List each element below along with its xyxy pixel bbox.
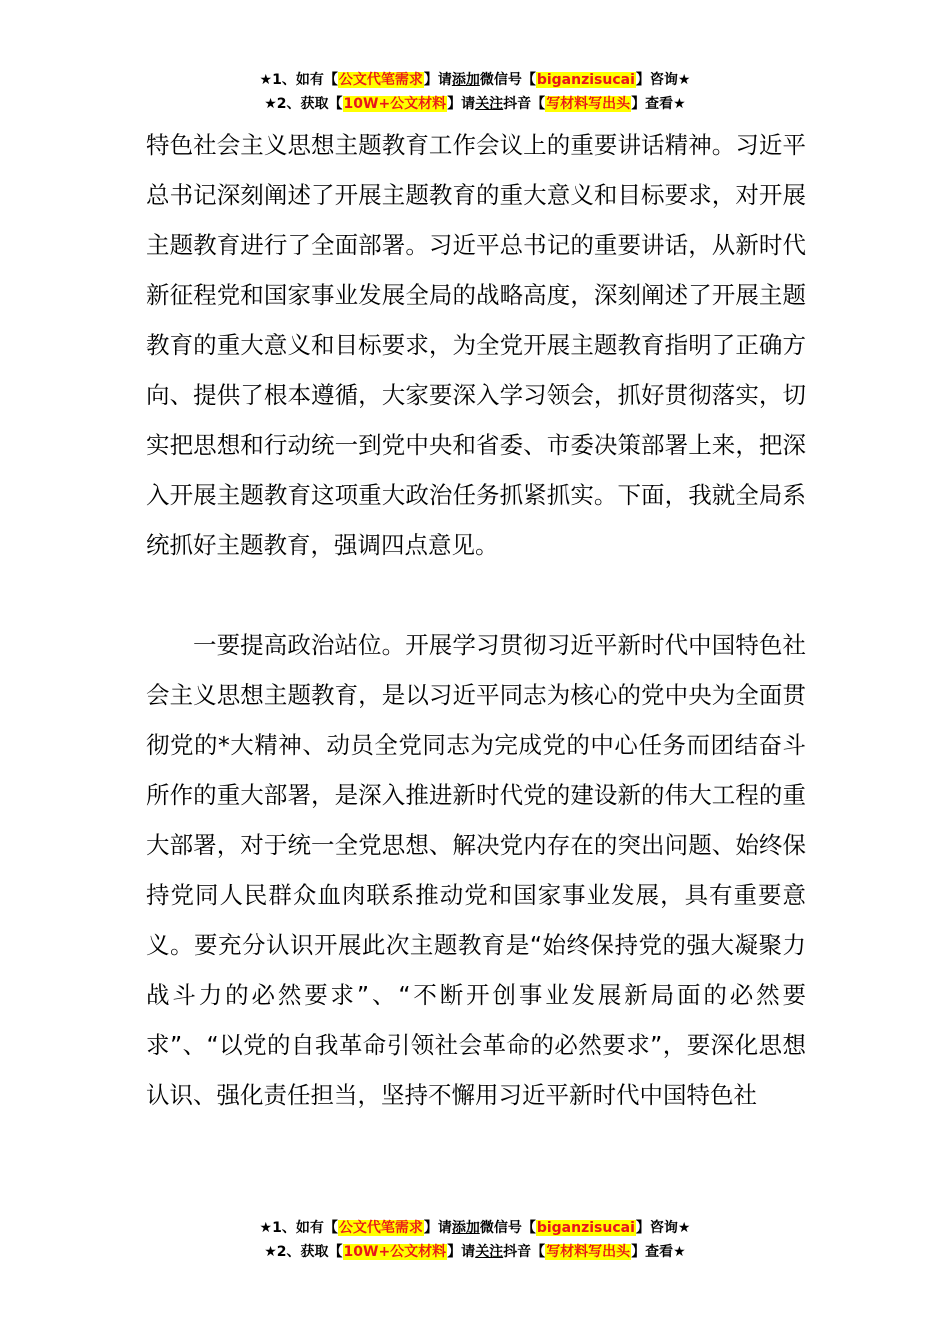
footer-line-2-text-2: 抖音【 xyxy=(503,1244,546,1260)
header-line-2-prefix: ★2、获取【 xyxy=(264,96,343,112)
footer-line-2-underlined: 关注 xyxy=(475,1244,504,1260)
header-line-1-prefix: ★1、如有【 xyxy=(259,72,338,88)
footer-line-1-prefix: ★1、如有【 xyxy=(259,1220,338,1236)
footer-line-1-underlined: 添加 xyxy=(451,1220,480,1236)
footer-banner xyxy=(0,1216,950,1264)
header-line-1-underlined: 添加 xyxy=(451,72,480,88)
header-line-2 xyxy=(0,92,950,116)
paragraph-2: 一要提高政治站位。开展学习贯彻习近平新时代中国特色社会主义思想主题教育，是以习近平同志为核心的党中央为全面贯彻党的*大精神、动员全党同志为完成党的中心任务而团结奋斗所作的重大部署，是深入推进新时代党的建设新的伟大工程的重大部署，对于统一全党思想、解决党内存在的突出问题、始终保持党同人民群众血肉联系推动党和国家事业发展，具有重要意义。要充分认识开展此次主题教育是“始终保持党的强大凝聚力战斗力的必然要求”、“不断开创事业发展新局面的必然要求”、“以党的自我革命引领社会革命的必然要求”，要深化思想认识、强化责任担当，坚持不懈用习近平新时代中国特色社 xyxy=(146,631,806,1109)
footer-line-1 xyxy=(0,1216,950,1240)
header-line-1-suffix: 】咨询★ xyxy=(635,72,691,88)
header-line-2-text: 】请 xyxy=(447,96,476,112)
footer-line-1-text: 】请 xyxy=(423,1220,452,1236)
footer-line-2-text: 】请 xyxy=(447,1244,476,1260)
header-line-2-highlight-douyin: 写材料写出头 xyxy=(546,96,631,112)
header-line-1-text: 】请 xyxy=(423,72,452,88)
footer-line-2-highlight-materials: 10W+公文材料 xyxy=(343,1244,447,1260)
header-line-1-text-2: 微信号【 xyxy=(479,72,536,88)
header-line-1 xyxy=(0,68,950,92)
footer-line-1-highlight-wechat: biganzisucai xyxy=(536,1220,635,1236)
footer-line-2-suffix: 】查看★ xyxy=(631,1244,686,1260)
header-banner xyxy=(0,68,950,116)
header-line-2-underlined: 关注 xyxy=(475,96,504,112)
document-body xyxy=(146,120,806,1120)
footer-line-1-highlight-service: 公文代笔需求 xyxy=(338,1220,423,1236)
footer-line-2-highlight-douyin: 写材料写出头 xyxy=(546,1244,631,1260)
footer-line-2-prefix: ★2、获取【 xyxy=(264,1244,343,1260)
header-line-1-highlight-wechat: biganzisucai xyxy=(536,72,635,88)
header-line-2-highlight-materials: 10W+公文材料 xyxy=(343,96,447,112)
footer-line-1-suffix: 】咨询★ xyxy=(635,1220,691,1236)
header-line-2-suffix: 】查看★ xyxy=(631,96,686,112)
paragraph-1: 特色社会主义思想主题教育工作会议上的重要讲话精神。习近平总书记深刻阐述了开展主题教育的重大意义和目标要求，对开展主题教育进行了全面部署。习近平总书记的重要讲话，从新时代新征程党和国家事业发展全局的战略高度，深刻阐述了开展主题教育的重大意义和目标要求，为全党开展主题教育指明了正确方向、提供了根本遵循，大家要深入学习领会，抓好贯彻落实，切实把思想和行动统一到党中央和省委、市委决策部署上来，把深入开展主题教育这项重大政治任务抓紧抓实。下面，我就全局系统抓好主题教育，强调四点意见。 xyxy=(146,131,806,559)
footer-line-1-text-2: 微信号【 xyxy=(479,1220,536,1236)
footer-line-2 xyxy=(0,1240,950,1264)
header-line-2-text-2: 抖音【 xyxy=(503,96,546,112)
header-line-1-highlight-service: 公文代笔需求 xyxy=(338,72,423,88)
